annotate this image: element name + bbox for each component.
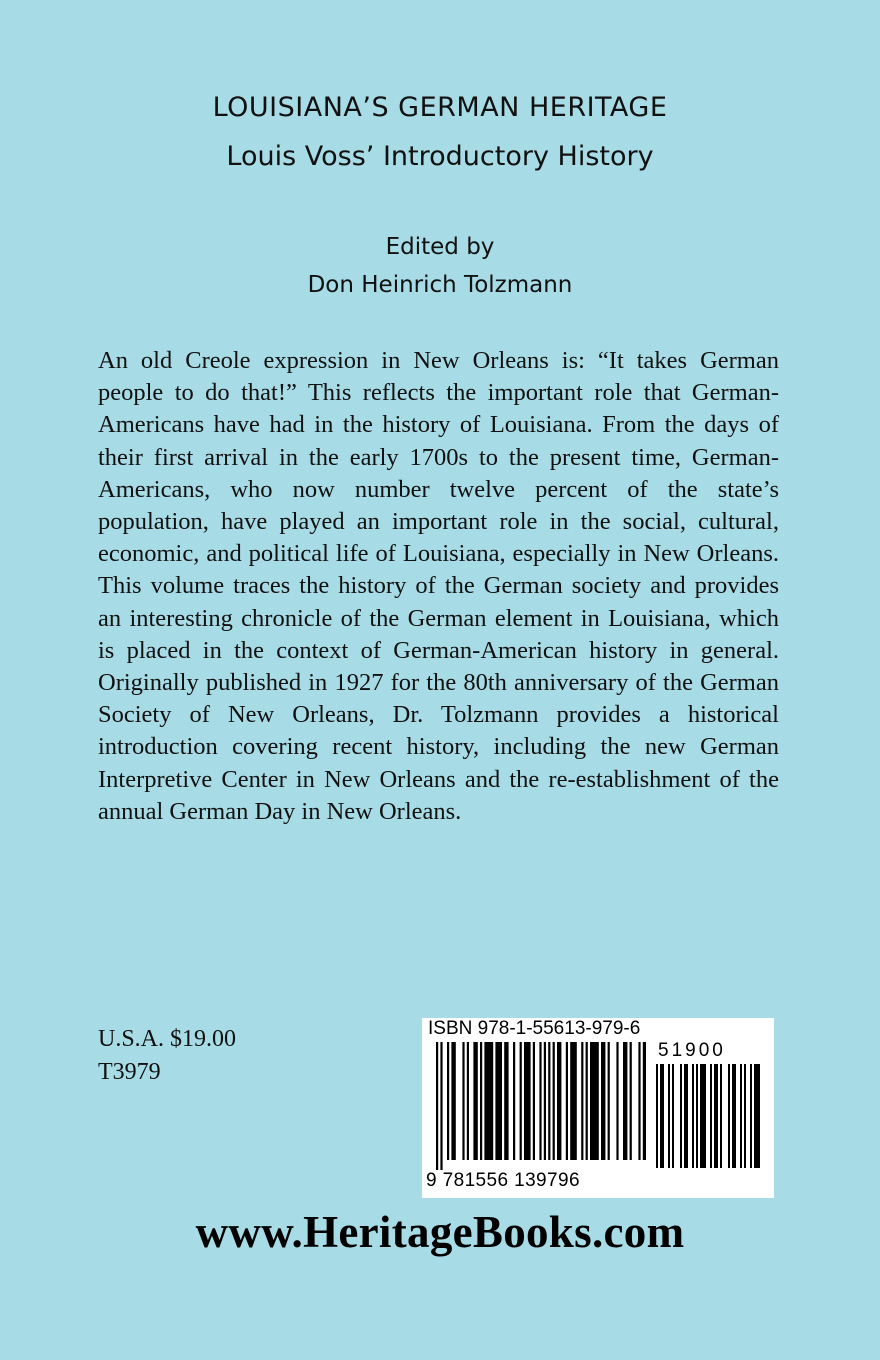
addon-bar (710, 1064, 712, 1168)
editor-name: Don Heinrich Tolzmann (307, 272, 573, 298)
barcode-bar (570, 1042, 577, 1160)
barcode-bar (608, 1042, 610, 1160)
barcode-bar (520, 1042, 522, 1160)
addon-bar (740, 1064, 742, 1168)
addon-bar (732, 1064, 736, 1168)
addon-bar (744, 1064, 746, 1168)
barcode-bar (601, 1042, 605, 1160)
book-title: LOUISIANA’S GERMAN HERITAGE (212, 92, 668, 123)
price-label: U.S.A. $19.00 (98, 1026, 237, 1052)
barcode-bar (616, 1042, 618, 1160)
barcode-bar (539, 1042, 541, 1160)
addon-bar (714, 1064, 718, 1168)
barcode-bar (447, 1042, 449, 1160)
addon-bar (660, 1064, 664, 1168)
barcode-bar (553, 1042, 555, 1160)
addon-barcode-bars (656, 1064, 760, 1170)
barcode-bar (473, 1042, 477, 1160)
barcode-bar (590, 1042, 599, 1160)
addon-bar (684, 1064, 688, 1168)
barcode-bar (544, 1042, 546, 1160)
barcode-bar (643, 1042, 646, 1160)
addon-bar (750, 1064, 752, 1168)
barcode-bar (623, 1042, 627, 1160)
barcode-bar (557, 1042, 561, 1160)
barcode-bar (566, 1042, 568, 1160)
addon-bar (680, 1064, 682, 1168)
catalog-number: T3979 (98, 1059, 161, 1085)
edited-by-label: Edited by (385, 234, 495, 260)
book-subtitle: Louis Voss’ Introductory History (226, 141, 654, 172)
barcode-bar (495, 1042, 502, 1160)
addon-bar (696, 1064, 698, 1168)
barcode-bar (440, 1042, 442, 1170)
ean-barcode-bars (436, 1042, 646, 1170)
barcode-bar (484, 1042, 493, 1160)
book-description: An old Creole expression in New Orleans is: “It takes German people to do that!” This reflects the important role that German-Americans have had in the history of Louisiana. From the days of their first arrival in the early 1700s to the present time, German-Americans, who now number twelve percent of the state’s population, have played an important role in the social, cultural, economic, and political life of Louisiana, especially in New Orleans. This volume traces the history of the German society and provides an interesting chronicle of the German element in Louisiana, which is placed in the context of German-American history in general. Originally published in 1927 for the 80th anniversary of the German Society of New Orleans, Dr. Tolzmann provides a historical introduction covering recent history, including the new German Interpretive Center in New Orleans and the re-establishment of the annual German Day in New Orleans. (98, 347, 779, 825)
barcode-bar (467, 1042, 469, 1160)
barcode-bar (630, 1042, 632, 1160)
publisher-website: www.HeritageBooks.com (195, 1207, 685, 1257)
addon-bar (720, 1064, 722, 1168)
barcode-bar (581, 1042, 583, 1160)
isbn-barcode (422, 1018, 774, 1198)
barcode-bar (451, 1042, 455, 1160)
barcode-bar (548, 1042, 550, 1160)
addon-bar (700, 1064, 706, 1168)
barcode-bar (586, 1042, 588, 1160)
barcode-bar (504, 1042, 508, 1160)
addon-bar (656, 1064, 658, 1168)
barcode-bar (533, 1042, 535, 1160)
barcode-bar (462, 1042, 464, 1160)
addon-bar (668, 1064, 670, 1168)
barcode-bar (513, 1042, 515, 1160)
ean-digits: 9 781556 139796 (426, 1170, 580, 1191)
barcode-bar (480, 1042, 482, 1160)
isbn-label: ISBN 978-1-55613-979-6 (428, 1018, 641, 1039)
barcode-bar (524, 1042, 531, 1160)
addon-bar (672, 1064, 674, 1168)
addon-bar (728, 1064, 730, 1168)
addon-bar (754, 1064, 760, 1168)
barcode-bar (638, 1042, 640, 1160)
barcode-bar (436, 1042, 438, 1170)
price-addon-digits: 51900 (658, 1040, 726, 1061)
addon-bar (692, 1064, 694, 1168)
